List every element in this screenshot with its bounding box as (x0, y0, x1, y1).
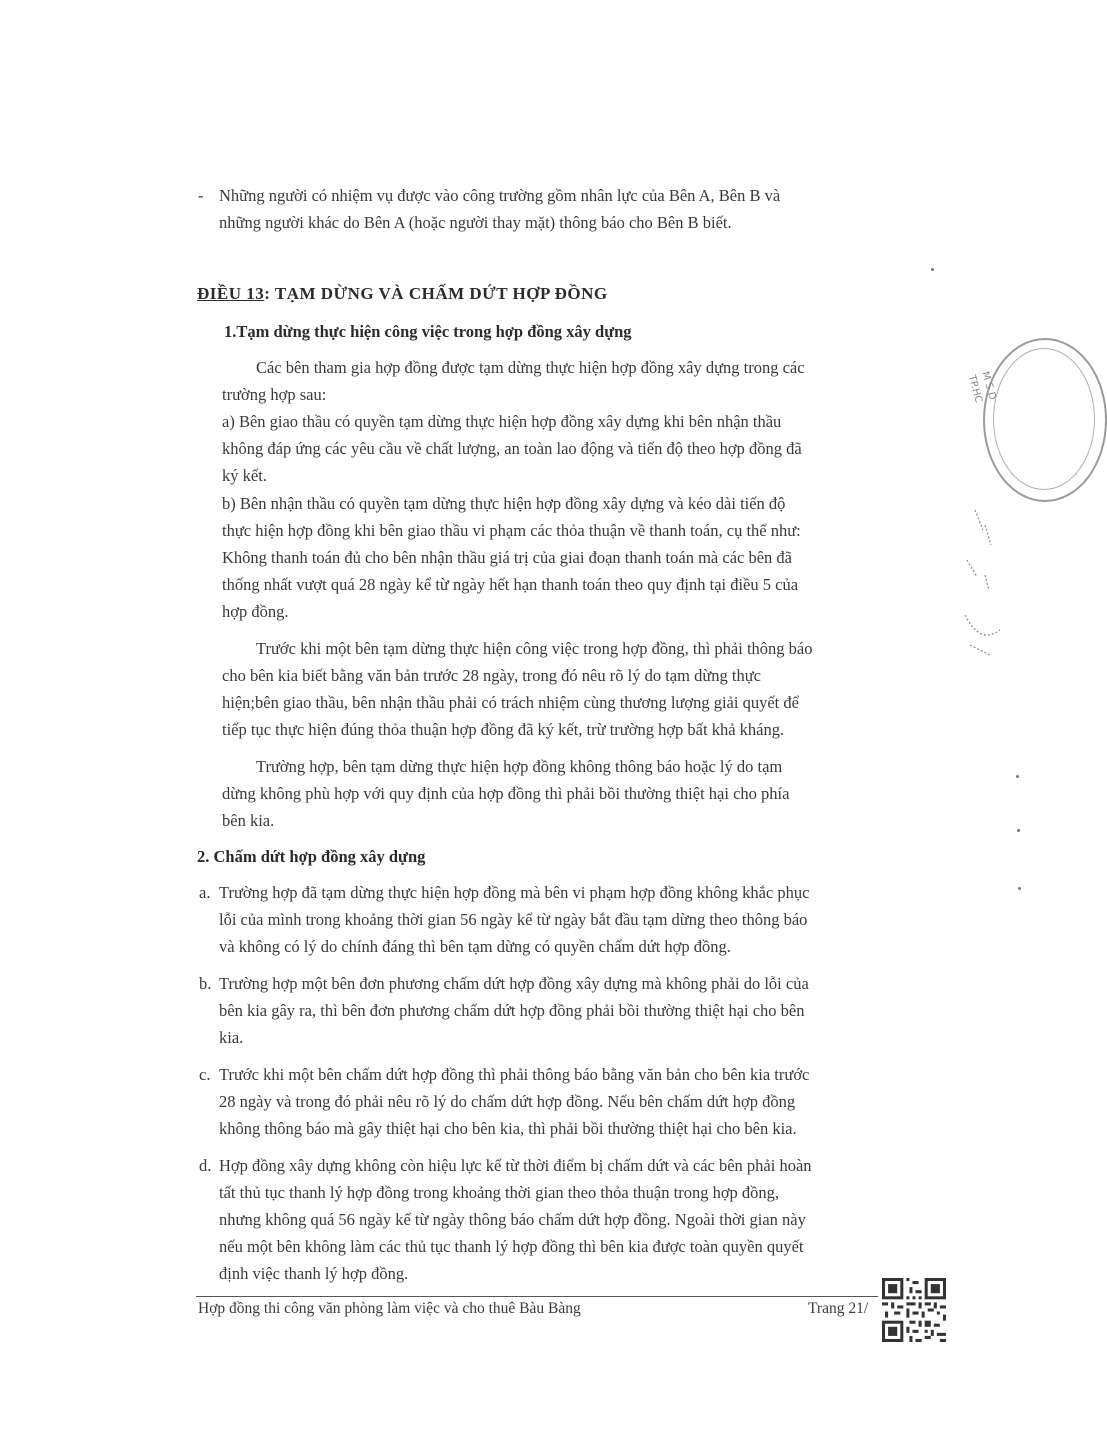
item-d-line: nếu một bên không làm các thủ tục thanh lý hợp đồng thì bên kia được toàn quyền quyết (219, 1237, 804, 1256)
item-c-line: Trước khi một bên chấm dứt hợp đồng thì phải thông báo bằng văn bản cho bên kia trước (219, 1065, 810, 1084)
s1-line: trường hợp sau: (222, 385, 327, 404)
signature-mark-icon (955, 505, 1005, 665)
s1-line: không đáp ứng các yêu cầu về chất lượng, an toàn lao động và tiến độ theo hợp đồng đã (222, 439, 802, 458)
s1-line: cho bên kia biết bằng văn bản trước 28 ngày, trong đó nêu rõ lý do tạm dừng thực (222, 666, 761, 685)
s1-line: hiện;bên giao thầu, bên nhận thầu phải có trách nhiệm cùng thương lượng giải quyết để (222, 693, 799, 712)
item-d-line: định việc thanh lý hợp đồng. (219, 1264, 409, 1283)
item-d-line: nhưng không quá 56 ngày kể từ ngày thông báo chấm dứt hợp đồng. Ngoài thời gian này (219, 1210, 806, 1229)
article-title: : TẠM DỪNG VÀ CHẤM DỨT HỢP ĐỒNG (264, 284, 608, 303)
item-marker-a: a. (199, 883, 211, 902)
article-label: ĐIỀU 13 (197, 284, 265, 303)
item-a-line: lỗi của mình trong khoảng thời gian 56 ngày kể từ ngày bắt đầu tạm dừng theo thông báo (219, 910, 808, 929)
scan-speck (931, 268, 934, 271)
section1-heading: 1.Tạm dừng thực hiện công việc trong hợp đồng xây dựng (224, 322, 632, 341)
item-a-line: và không có lý do chính đáng thì bên tạm dừng có quyền chấm dứt hợp đồng. (219, 937, 731, 956)
item-c-line: 28 ngày và trong đó phải nêu rõ lý do chấm dứt hợp đồng. Nếu bên chấm dứt hợp đồng (219, 1092, 796, 1111)
qr-code-icon (882, 1278, 946, 1342)
scan-speck (1018, 887, 1021, 890)
intro-line-2: những người khác do Bên A (hoặc người thay mặt) thông báo cho Bên B biết. (219, 213, 732, 232)
item-b-line: bên kia gây ra, thì bên đơn phương chấm dứt hợp đồng phải bồi thường thiệt hại cho bên (219, 1001, 805, 1020)
item-b-line: Trường hợp một bên đơn phương chấm dứt hợp đồng xây dựng mà không phải do lỗi của (219, 974, 809, 993)
s1-line: a) Bên giao thầu có quyền tạm dừng thực hiện hợp đồng xây dựng khi bên nhận thầu (222, 412, 782, 431)
item-marker-d: d. (199, 1156, 212, 1175)
s1-line: dừng không phù hợp với quy định của hợp đồng thì phải bồi thường thiệt hại cho phía (222, 784, 790, 803)
item-a-line: Trường hợp đã tạm dừng thực hiện hợp đồng mà bên vi phạm hợp đồng không khắc phục (219, 883, 810, 902)
s1-line: Trước khi một bên tạm dừng thực hiện công việc trong hợp đồng, thì phải thông báo (256, 639, 813, 658)
s1-line: Các bên tham gia hợp đồng được tạm dừng thực hiện hợp đồng xây dựng trong các (256, 358, 805, 377)
item-marker-b: b. (199, 974, 212, 993)
s1-line: thống nhất vượt quá 28 ngày kể từ ngày hết hạn thanh toán theo quy định tại điều 5 của (222, 575, 799, 594)
s1-line: hợp đồng. (222, 602, 289, 621)
item-marker-c: c. (199, 1065, 211, 1084)
company-stamp (965, 338, 1107, 502)
scan-speck (1016, 775, 1019, 778)
s1-line: bên kia. (222, 811, 275, 830)
intro-line-1: Những người có nhiệm vụ được vào công trường gồm nhân lực của Bên A, Bên B và (219, 186, 781, 205)
item-d-line: tất thủ tục thanh lý hợp đồng trong khoảng thời gian theo thỏa thuận trong hợp đồng, (219, 1183, 780, 1202)
stamp-text: M S D TP.HC (965, 370, 998, 405)
s1-line: b) Bên nhận thầu có quyền tạm dừng thực hiện hợp đồng xây dựng và kéo dài tiến độ (222, 494, 786, 513)
item-d-line: Hợp đồng xây dựng không còn hiệu lực kể từ thời điểm bị chấm dứt và các bên phải hoàn (219, 1156, 812, 1175)
footer-title: Hợp đồng thi công văn phòng làm việc và cho thuê Bàu Bàng (198, 1300, 581, 1317)
scan-speck (1017, 829, 1020, 832)
s1-line: Không thanh toán đủ cho bên nhận thầu giá trị của giai đoạn thanh toán mà các bên đã (222, 548, 792, 567)
bullet-dash: - (198, 186, 204, 205)
article-heading (197, 284, 608, 304)
s1-line: ký kết. (222, 466, 267, 485)
s1-line: Trường hợp, bên tạm dừng thực hiện hợp đồng không thông báo hoặc lý do tạm (256, 757, 783, 776)
s1-line: tiếp tục thực hiện đúng thỏa thuận hợp đồng đã ký kết, trừ trường hợp bất khả kháng. (222, 720, 785, 739)
footer-page-number: Trang 21/ (808, 1300, 869, 1317)
footer-divider (196, 1296, 878, 1297)
stamp-inner-ring (993, 348, 1095, 490)
item-b-line: kia. (219, 1028, 244, 1047)
s1-line: thực hiện hợp đồng khi bên giao thầu vi phạm các thỏa thuận về thanh toán, cụ thể như: (222, 521, 801, 540)
item-c-line: không thông báo mà gây thiệt hại cho bên kia, thì phải bồi thường thiệt hại cho bên kia. (219, 1119, 797, 1138)
section2-heading: 2. Chấm dứt hợp đồng xây dựng (197, 847, 426, 866)
